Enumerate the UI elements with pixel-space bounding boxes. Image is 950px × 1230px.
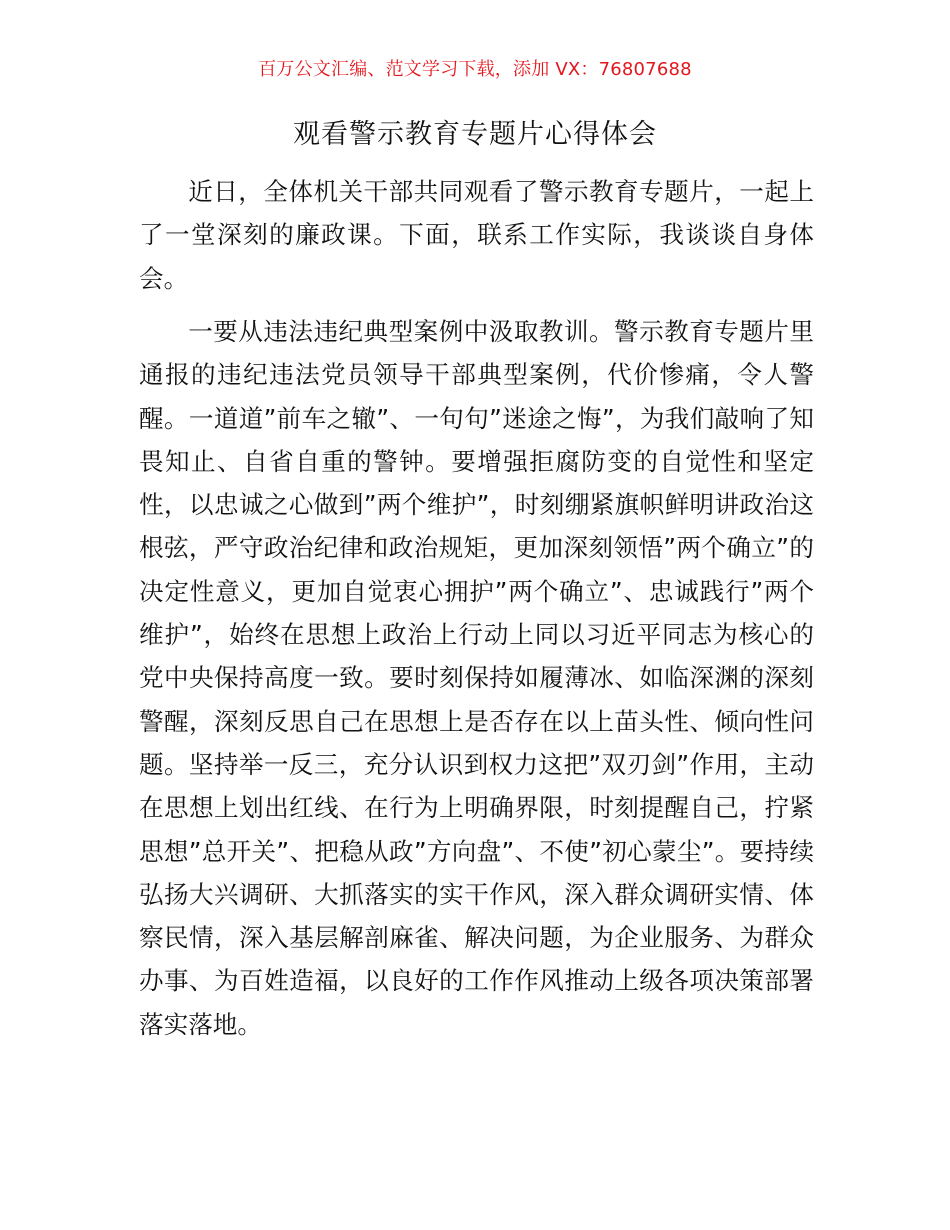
paragraph-lesson-one bbox=[139, 310, 814, 1046]
paragraph-text: 近日，全体机关干部共同观看了警示教育专题片，一起上了一堂深刻的廉政课。下面，联系工作实际，我谈谈自身体会。 bbox=[139, 177, 814, 293]
paragraph-text: 一要从违法违纪典型案例中汲取教训。警示教育专题片里通报的违纪违法党员领导干部典型案例，代价惨痛，令人警醒。一道道”前车之辙”、一句句”迷途之悔”，为我们敲响了知畏知止、自省自重的警钟。要增强拒腐防变的自觉性和坚定性，以忠诚之心做到”两个维护”，时刻绷紧旗帜鲜明讲政治这根弦，严守政治纪律和政治规矩，更加深刻领悟”两个确立”的决定性意义，更加自觉衷心拥护”两个确立”、忠诚践行”两个维护”，始终在思想上政治上行动上同以习近平同志为核心的党中央保持高度一致。要时刻保持如履薄冰、如临深渊的深刻警醒，深刻反思自己在思想上是否存在以上苗头性、倾向性问题。坚持举一反三，充分认识到权力这把”双刃剑”作用，主动在思想上划出红线、在行为上明确界限，时刻提醒自己，拧紧思想”总开关”、把稳从政”方向盘”、不使”初心蒙尘”。要持续弘扬大兴调研、大抓落实的实干作风，深入群众调研实情、体察民情，深入基层解剖麻雀、解决问题，为企业服务、为群众办事、为百姓造福，以良好的工作作风推动上级各项决策部署落实落地。 bbox=[139, 317, 814, 1039]
header-banner: 百万公文汇编、范文学习下载，添加 VX：76807688 bbox=[258, 59, 692, 80]
paragraph-intro bbox=[139, 170, 814, 300]
document-title: 观看警示教育专题片心得体会 bbox=[293, 119, 657, 150]
